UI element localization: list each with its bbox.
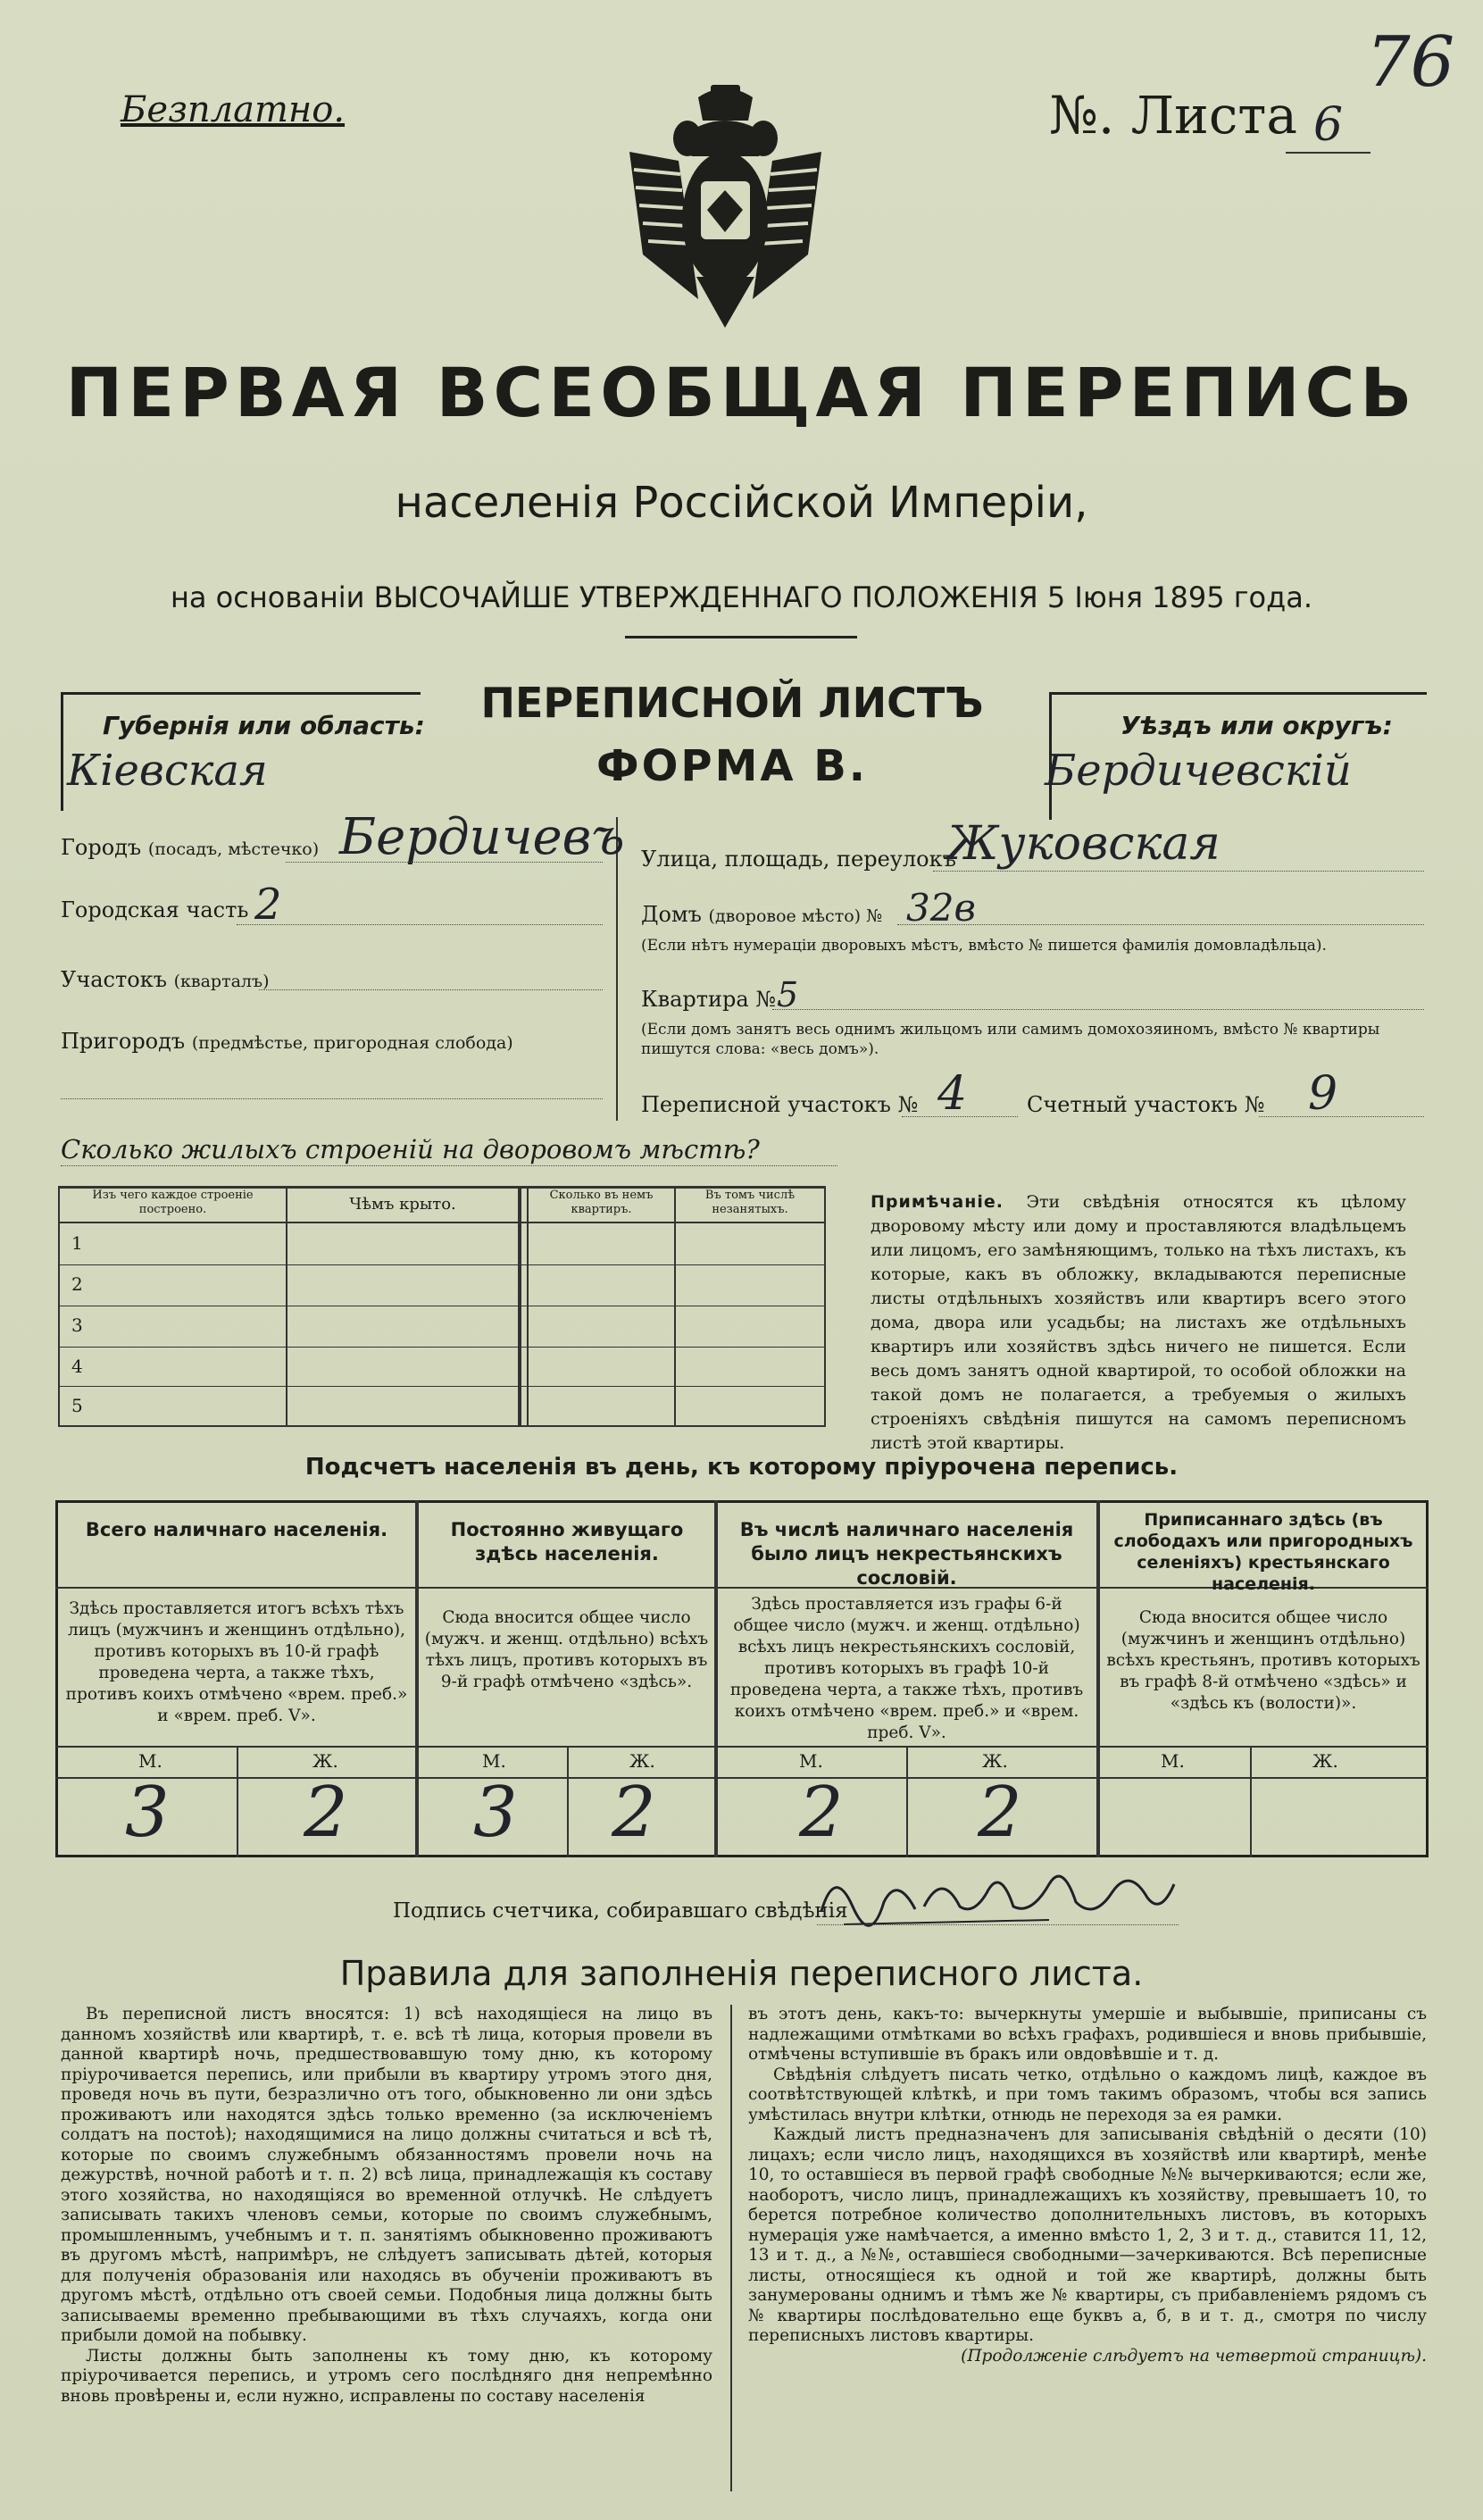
sheet-title: ПЕРЕПИСНОЙ ЛИСТЪ bbox=[480, 679, 984, 727]
imperial-eagle-emblem-icon bbox=[625, 85, 826, 330]
buildings-question: Сколько жилыхъ строеній на дворовомъ мѣстѣ? bbox=[61, 1134, 760, 1164]
city-part-label: Городская часть bbox=[61, 897, 249, 922]
pop-resident-f-label: Ж. bbox=[629, 1750, 655, 1772]
precinct-fill bbox=[259, 989, 603, 990]
buildings-row-3: 3 bbox=[71, 1314, 83, 1336]
suburb-fill bbox=[61, 1098, 603, 1099]
buildings-table bbox=[58, 1186, 826, 1427]
legal-basis: на основаніи ВЫСОЧАЙШЕ УТВЕРЖДЕННАГО ПОЛОЖЕНІЯ 5 Іюня 1895 года. bbox=[170, 580, 1313, 614]
pop-nonpeasant-f-value: 2 bbox=[978, 1773, 1022, 1853]
buildings-row-2: 2 bbox=[71, 1273, 83, 1295]
rules-right-para-3: Каждый листъ предназначенъ для записыванія свѣдѣній о десяти (10) лицахъ; если число лицъ, находящихся въ хозяйствѣ или квартирѣ, менѣе 10, то оставшіеся въ первой графѣ свободные №№ вычеркиваются; если же, наоборотъ, число лицъ, принадлежащихъ къ хозяйству, превышаетъ 10, то берется потребное количество дополнительныхъ листовъ, въ которыхъ нумерація уже намѣчается, а именно вмѣсто 1, 2, 3 и т. д., ставится 11, 12, 13 и т. д., а №№, оставшіеся свободными—зачеркиваются. Всѣ переписные листы, относящіеся къ одной и той же квартирѣ, должны быть занумерованы однимъ и тѣмъ же № квартиры, съ прибавленіемъ рядомъ съ № квартиры послѣдовательно еще буквъ а, б, в и т. д., смотря по числу переписныхъ листовъ квартиры. bbox=[748, 2125, 1427, 2345]
pop-col-nonpeasant-body: Здѣсь проставляется изъ графы 6-й общее число (мужч. и женщ. отдѣльно) всѣхъ лицъ некрестьянскихъ сословій, противъ которыхъ въ графѣ 10-й проведена черта, а также тѣхъ, противъ коихъ отмѣчено «врем. преб.» и «врем. преб. V». bbox=[729, 1595, 1084, 1742]
population-heading: Подсчетъ населенія въ день, къ которому пріурочена перепись. bbox=[304, 1454, 1179, 1481]
house-fill bbox=[897, 924, 1424, 925]
house-row: Домъ (дворовое мѣсто) № bbox=[641, 902, 883, 927]
apartment-value: 5 bbox=[777, 975, 799, 1014]
pop-col-total-title: Всего наличнаго населенія. bbox=[85, 1519, 388, 1540]
pop-nonpeasant-m-value: 2 bbox=[799, 1773, 844, 1853]
buildings-row-5: 5 bbox=[71, 1395, 83, 1416]
buildings-header-material: Изъ чего каждое строеніе построено. bbox=[92, 1189, 254, 1216]
apartment-label: Квартира № bbox=[641, 987, 777, 1012]
district-value: Бердичевскій bbox=[1045, 746, 1352, 796]
sheet-number-value: 6 bbox=[1286, 98, 1371, 154]
rules-right-column bbox=[748, 2005, 1427, 2366]
note-text: Эти свѣдѣнія относятся къ цѣлому дворовому мѣсту или дому и проставляются владѣльцемъ или лицомъ, его замѣняющимъ, только на тѣхъ листахъ, къ которые, какъ въ обложку, вкладываются переписные листы отдѣльныхъ хозяйствъ или квартиръ всего этого дома, двора или усадьбы; на листахъ же отдѣльныхъ квартиръ или хозяйствъ здѣсь ничего не пишется. Если весь домъ занятъ одной квартирой, то особой обложки на такой домъ не полагается, а требуемыя о жилыхъ строеніяхъ свѣдѣнія пишутся на самомъ переписномъ листѣ этой квартиры. bbox=[871, 1192, 1406, 1453]
pop-peasant-m-label: М. bbox=[1161, 1750, 1185, 1772]
buildings-question-fill bbox=[61, 1165, 837, 1166]
pop-resident-m-label: М. bbox=[482, 1750, 506, 1772]
rules-right-para-2: Свѣдѣнія слѣдуетъ писать четко, отдѣльно о каждомъ лицѣ, каждое въ соотвѣтствующей клѣткѣ, и при томъ такимъ образомъ, чтобы вся запись умѣстилась внутри клѣтки, отнюдь не переходя за ея рамки. bbox=[748, 2065, 1427, 2124]
pop-total-f-label: Ж. bbox=[312, 1750, 338, 1772]
counter-signature bbox=[817, 1857, 1183, 1938]
archive-number: 76 bbox=[1366, 22, 1455, 103]
count-district-label: Счетный участокъ № bbox=[1027, 1092, 1265, 1117]
city-fill bbox=[286, 862, 603, 863]
city-part-fill bbox=[237, 924, 603, 925]
pop-col-total-body: Здѣсь проставляется итогъ всѣхъ тѣхъ лицъ (мужчинъ и женщинъ отдѣльно), противъ которыхъ въ 10-й графѣ проведена черта, а также тѣхъ, противъ коихъ отмѣчено «врем. преб.» и «врем. преб. V». bbox=[65, 1599, 408, 1725]
buildings-header-roof: Чѣмъ крыто. bbox=[349, 1195, 456, 1214]
province-value: Кіевская bbox=[67, 746, 268, 796]
precinct-row: Участокъ (кварталъ) bbox=[61, 967, 270, 992]
street-label: Улица, площадь, переулокъ bbox=[641, 847, 956, 872]
pop-nonpeasant-m-label: М. bbox=[799, 1750, 823, 1772]
sheet-number-label: №. Листа bbox=[1049, 85, 1297, 146]
buildings-note bbox=[871, 1190, 1406, 1456]
count-district-fill bbox=[1259, 1116, 1424, 1117]
free-label: Безплатно. bbox=[121, 89, 346, 130]
rules-left-para-2: Листы должны быть заполнены къ тому дню, къ которому пріурочивается перепись, и утромъ сего послѣдняго дня непремѣнно вновь провѣрены и, если нужно, исправлены по составу населенія bbox=[61, 2346, 712, 2406]
census-district-value: 4 bbox=[937, 1067, 968, 1121]
note-label: Примѣчаніе. bbox=[871, 1192, 1004, 1212]
document-title: ПЕРВАЯ ВСЕОБЩАЯ ПЕРЕПИСЬ bbox=[65, 353, 1418, 432]
house-hint: (Если нѣтъ нумераціи дворовыхъ мѣстъ, вмѣсто № пишется фамилія домовладѣльца). bbox=[641, 937, 1327, 955]
form-name: ФОРМА В. bbox=[596, 741, 869, 791]
header-divider bbox=[625, 636, 857, 638]
city-value: Бердичевъ bbox=[339, 808, 625, 866]
suburb-row: Пригородъ (предмѣстье, пригородная слобода) bbox=[61, 1029, 513, 1054]
apartment-fill bbox=[772, 1009, 1424, 1010]
pop-total-m-value: 3 bbox=[125, 1773, 170, 1853]
province-label: Губернія или область: bbox=[103, 711, 425, 740]
buildings-header-vacant: Въ томъ числѣ незанятыхъ. bbox=[704, 1189, 796, 1216]
apartment-hint: (Если домъ занятъ весь однимъ жильцомъ или самимъ домохозяиномъ, вмѣсто № квартиры пишутся слова: «весь домъ»). bbox=[641, 1021, 1380, 1058]
document-subtitle: населенія Россійской Имперіи, bbox=[395, 478, 1088, 528]
district-label: Уѣздъ или округъ: bbox=[1121, 711, 1393, 740]
pop-col-resident-title: Постоянно живущаго здѣсь населенія. bbox=[450, 1519, 684, 1565]
pop-total-m-label: М. bbox=[138, 1750, 162, 1772]
house-value: 32в bbox=[906, 886, 976, 930]
city-row: Городъ (посадъ, мѣстечко) bbox=[61, 835, 320, 860]
rules-continued: (Продолженіе слѣдуетъ на четвертой страницѣ). bbox=[961, 2346, 1427, 2366]
buildings-row-4: 4 bbox=[71, 1356, 83, 1377]
pop-nonpeasant-f-label: Ж. bbox=[982, 1750, 1008, 1772]
pop-total-f-value: 2 bbox=[304, 1773, 348, 1853]
rules-left-para-1: Въ переписной листъ вносятся: 1) всѣ находящіеся на лицо въ данномъ хозяйствѣ или квартирѣ, т. е. всѣ тѣ лица, которыя провели въ данной квартирѣ ночь, предшествовавшую тому дню, къ которому пріурочивается перепись, или прибыли въ квартиру утромъ этого дня, проведя ночь въ пути, безразлично отъ того, обыкновенно ли они здѣсь проживаютъ или находятся здѣсь только временно (за исключеніемъ солдатъ на постоѣ); находящимися на лицо должны считаться и всѣ тѣ, которые по своимъ служебнымъ обязанностямъ провели ночь на дежурствѣ, ночной работѣ и т. п. 2) всѣ лица, принадлежащія къ составу этого хозяйства, но находящіяся во временной отлучкѣ. Не слѣдуетъ записывать такихъ членовъ семьи, которые по своимъ служебнымъ, промышленнымъ, учебнымъ и т. п. занятіямъ обыкновенно проживаютъ въ другомъ мѣстѣ, напримѣръ, не слѣдуетъ записывать дѣтей, которыя для полученія образованія или находясь въ обученіи проживаютъ въ другомъ мѣстѣ, отдѣльно отъ своей семьи. Подобныя лица должны быть записываемы временно пребывающими въ тѣхъ случаяхъ, когда они прибыли домой на побывку. bbox=[61, 2005, 712, 2345]
pop-resident-m-value: 3 bbox=[473, 1773, 518, 1853]
street-value: Жуковская bbox=[946, 817, 1221, 871]
buildings-row-1: 1 bbox=[71, 1232, 83, 1254]
census-district-label: Переписной участокъ № bbox=[641, 1092, 919, 1117]
pop-resident-f-value: 2 bbox=[612, 1773, 656, 1853]
rules-left-column bbox=[61, 2005, 712, 2407]
pop-col-peasant-body: Сюда вносится общее число (мужчинъ и женщинъ отдѣльно) всѣхъ крестьянъ, противъ которыхъ въ графѣ 8-й отмѣчено «здѣсь» и «здѣсь къ (волости)». bbox=[1106, 1608, 1421, 1713]
rules-title: Правила для заполненія переписного листа. bbox=[339, 1954, 1144, 1993]
census-district-fill bbox=[902, 1116, 1018, 1117]
buildings-header-apartments: Сколько въ немъ квартиръ. bbox=[549, 1189, 654, 1216]
street-fill bbox=[933, 871, 1424, 872]
pop-col-peasant-title: Приписаннаго здѣсь (въ слободахъ или пригородныхъ селеніяхъ) крестьянскаго населенія. bbox=[1113, 1510, 1413, 1594]
signature-label: Подпись счетчика, собиравшаго свѣдѣнія bbox=[393, 1899, 848, 1923]
pop-peasant-f-label: Ж. bbox=[1312, 1750, 1338, 1772]
rules-divider bbox=[730, 2005, 732, 2491]
pop-col-nonpeasant-title: Въ числѣ наличнаго населенія было лицъ некрестьянскихъ сословій. bbox=[739, 1519, 1074, 1589]
rules-right-para-1: въ этотъ день, какъ-то: вычеркнуты умершіе и выбывшіе, приписаны съ надлежащими отмѣтками во всѣхъ графахъ, родившіеся и вновь прибывшіе, отмѣчены вступившіе въ бракъ или овдовѣвшіе и т. д. bbox=[748, 2005, 1427, 2064]
count-district-value: 9 bbox=[1308, 1067, 1338, 1121]
city-part-value: 2 bbox=[254, 880, 282, 930]
signature-fill bbox=[817, 1924, 1179, 1925]
pop-col-resident-body: Сюда вносится общее число (мужч. и женщ. отдѣльно) всѣхъ тѣхъ лицъ, противъ которыхъ въ 9-й графѣ отмѣчено «здѣсь». bbox=[424, 1608, 709, 1691]
